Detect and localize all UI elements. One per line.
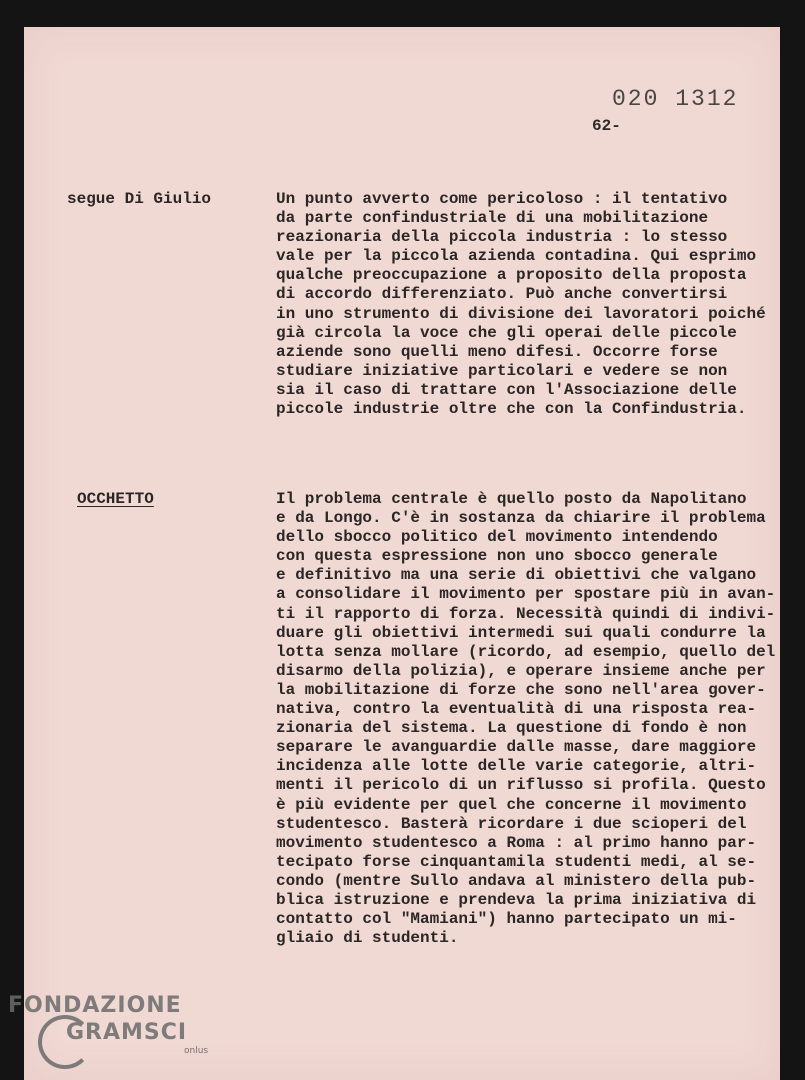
speech-paragraph [276, 490, 776, 948]
text-line: Un punto avverto come pericoloso : il tentativo [276, 190, 728, 208]
text-line: e da Longo. C'è in sostanza da chiarire il problema [276, 509, 766, 528]
text-line: è più evidente per quel che concerne il movimento [276, 795, 747, 814]
speaker-label: segue Di Giulio [67, 190, 212, 208]
speaker-label: OCCHETTO [77, 490, 154, 508]
archive-number: 020 1312 [612, 86, 739, 112]
text-line: qualche preoccupazione a proposito della proposta [276, 266, 747, 285]
page-number: 62- [592, 117, 621, 135]
watermark-logo [8, 993, 209, 1056]
text-line: zionaria del sistema. La questione di fondo è non [276, 719, 747, 738]
text-line: condo (mentre Sullo andava al ministero della pub- [276, 871, 757, 890]
text-line: menti il pericolo di un riflusso si profila. Questo [276, 776, 766, 795]
text-line: di accordo differenziato. Può anche convertirsi [276, 285, 728, 304]
text-line: duare gli obiettivi intermedi sui quali condurre la [276, 623, 766, 642]
text-line: Il problema centrale è quello posto da Napolitano [276, 490, 747, 508]
text-line: in uno strumento di divisione dei lavoratori poiché [276, 304, 766, 323]
text-line: gliaio di studenti. [276, 929, 459, 948]
watermark-line2: GRAMSCI [66, 1020, 188, 1045]
text-line: studentesco. Basterà ricordare i due scioperi del [276, 814, 747, 833]
text-line: aziende sono quelli meno difesi. Occorre forse [276, 342, 718, 361]
text-line: la mobilitazione di forze che sono nell'area gover- [276, 680, 766, 699]
text-line: studiare iniziative particolari e vedere se non [276, 361, 728, 380]
text-line: blica istruzione e prendeva la prima iniziativa di [276, 890, 757, 909]
text-line: dello sbocco politico del movimento intendendo [276, 528, 718, 547]
logo-ring-icon [38, 1015, 92, 1069]
text-line: tecipato forse cinquantamila studenti medi, al se- [276, 852, 757, 871]
watermark-line1: FONDAZIONE [8, 993, 182, 1018]
watermark-sub: onlus [184, 1046, 209, 1056]
text-line: sia il caso di trattare con l'Associazione delle [276, 380, 737, 399]
text-line: lotta senza mollare (ricordo, ad esempio, quello del [276, 642, 776, 661]
text-line: vale per la piccola azienda contadina. Qui esprimo [276, 247, 757, 266]
text-line: incidenza alle lotte delle varie categorie, altri- [276, 757, 757, 776]
text-line: nativa, contro la eventualità di una risposta rea- [276, 700, 757, 719]
text-line: separare le avanguardie dalle masse, dare maggiore [276, 738, 757, 757]
text-line: ti il rapporto di forza. Necessità quindi di indivi- [276, 604, 776, 623]
text-line: a consolidare il movimento per spostare più in avan- [276, 585, 776, 604]
text-line: da parte confindustriale di una mobilitazione [276, 209, 709, 228]
text-line: disarmo della polizia), e operare insieme anche per [276, 661, 766, 680]
text-line: con questa espressione non uno sbocco generale [276, 547, 718, 566]
text-line: e definitivo ma una serie di obiettivi che valgano [276, 566, 757, 585]
text-line: contatto col "Mamiani") hanno partecipato un mi- [276, 910, 737, 929]
text-line: reazionaria della piccola industria : lo stesso [276, 228, 728, 247]
text-line: movimento studentesco a Roma : al primo hanno par- [276, 833, 757, 852]
speech-paragraph [276, 190, 776, 419]
text-line: piccole industrie oltre che con la Confindustria. [276, 400, 747, 419]
text-line: già circola la voce che gli operai delle piccole [276, 323, 737, 342]
